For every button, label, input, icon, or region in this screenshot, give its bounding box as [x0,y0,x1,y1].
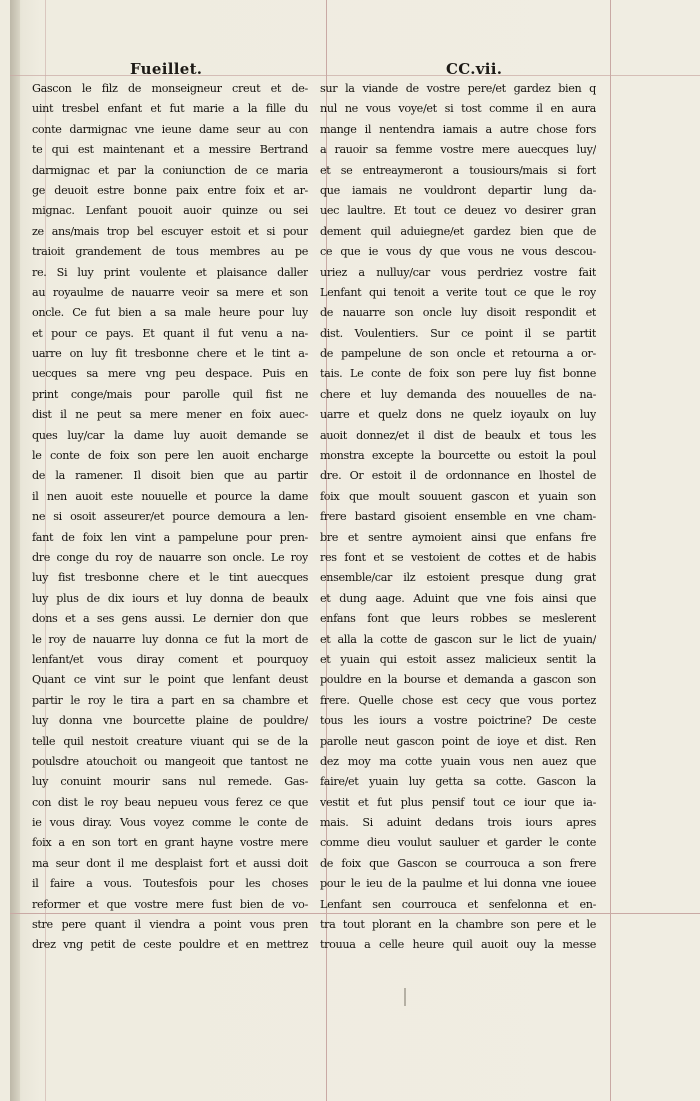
text-line: trouua a celle heure quil auoit ouy la messe [320,938,596,952]
text-line: dist il ne peut sa mere mener en foix auec- [32,408,308,422]
text-line: telle quil nestoit creature viuant qui se de la [32,734,308,748]
text-line: dement quil aduiegne/et gardez bien que de [320,224,596,238]
text-line: enfans font que leurs robbes se meslerent [320,612,596,626]
text-line: ques luy/car la dame luy auoit demande se [32,428,308,442]
text-line: ensemble/car ilz estoient presque dung grat [320,571,596,585]
text-line: de foix que Gascon se courrouca a son frere [320,856,596,870]
text-line: de la ramener. Il disoit bien que au partir [32,469,308,483]
text-line: stre pere quant il viendra a point vous pren [32,918,308,932]
text-line: il faire a vous. Toutesfois pour les choses [32,877,308,891]
text-line: dre. Or estoit il de ordonnance en lhostel de [320,469,596,483]
text-line: ce que ie vous dy que vous ne vous descou- [320,245,596,259]
text-line: auoit donnez/et il dist de beaulx et tous les [320,428,596,442]
text-line: ne si osoit asseurer/et pource demoura a len- [32,510,308,524]
text-line: oncle. Ce fut bien a sa male heure pour luy [32,306,308,320]
text-line: ge deuoit estre bonne paix entre foix et ar- [32,183,308,197]
text-line: dist. Voulentiers. Sur ce point il se partit [320,326,596,340]
text-line: mange il nentendra iamais a autre chose fors [320,122,596,136]
text-line: foix que moult souuent gascon et yuain son [320,489,596,503]
text-line: luy donna vne bourcette plaine de pouldre/ [32,714,308,728]
text-line: vestit et fut plus pensif tout ce iour que ia- [320,795,596,809]
text-line: ie vous diray. Vous voyez comme le conte de [32,816,308,830]
text-line: nul ne vous voye/et si tost comme il en aura [320,102,596,116]
text-line: et yuain qui estoit assez malicieux sentit la [320,652,596,666]
text-line: parolle neut gascon point de ioye et dist. Ren [320,734,596,748]
folio-number: CC.vii. [446,60,503,78]
text-line: tous les iours a vostre poictrine? De ceste [320,714,596,728]
text-line: chere et luy demanda des nouuelles de na- [320,387,596,401]
text-line: drez vng petit de ceste pouldre et en mettrez [32,938,308,952]
margin-rule [610,0,611,1101]
text-line: con dist le roy beau nepueu vous ferez ce que [32,795,308,809]
text-line: uint tresbel enfant et fut marie a la fille du [32,102,308,116]
text-line: dez moy ma cotte yuain vous nen auez que [320,754,596,768]
text-line: lenfant/et vous diray coment et pourquoy [32,652,308,666]
text-line: de pampelune de son oncle et retourna a or- [320,347,596,361]
text-line: darmignac et par la coniunction de ce maria [32,163,308,177]
text-line: Lenfant sen courrouca et senfelonna et en- [320,897,596,911]
text-line: print conge/mais pour parolle quil fist ne [32,387,308,401]
text-line: que iamais ne vouldront departir lung da- [320,183,596,197]
text-line: fant de foix len vint a pampelune pour pren- [32,530,308,544]
text-column-left [32,79,308,956]
text-line: il nen auoit este nouuelle et pource la dame [32,489,308,503]
text-line: te qui est maintenant et a messire Bertrand [32,143,308,157]
text-line: dons et a ses gens aussi. Le dernier don que [32,612,308,626]
text-line: le conte de foix son pere len auoit encharge [32,449,308,463]
text-line: luy plus de dix iours et luy donna de beaulx [32,591,308,605]
text-line: au royaulme de nauarre veoir sa mere et son [32,285,308,299]
text-line: et se entreaymeront a tousiours/mais si fort [320,163,596,177]
text-line: comme dieu voulut sauluer et garder le conte [320,836,596,850]
text-line: faire/et yuain luy getta sa cotte. Gascon la [320,775,596,789]
text-line: le roy de nauarre luy donna ce fut la mort de [32,632,308,646]
text-line: Gascon le filz de monseigneur creut et de- [32,82,308,95]
text-line: et pour ce pays. Et quant il fut venu a na- [32,326,308,340]
text-line: ze ans/mais trop bel escuyer estoit et si pour [32,224,308,238]
page-gutter [10,0,20,1101]
text-line: uecques sa mere vng peu despace. Puis en [32,367,308,381]
text-line: res font et se vestoient de cottes et de habis [320,550,596,564]
text-line: frere. Quelle chose est cecy que vous portez [320,693,596,707]
text-line: foix a en son tort en grant hayne vostre mere [32,836,308,850]
text-line: uec laultre. Et tout ce deuez vo desirer gran [320,204,596,218]
text-line: tais. Le conte de foix son pere luy fist bonne [320,367,596,381]
text-line: uriez a nulluy/car vous perdriez vostre fait [320,265,596,279]
text-line: de nauarre son oncle luy disoit respondit et [320,306,596,320]
text-line: frere bastard gisoient ensemble en vne cham- [320,510,596,524]
text-line: partir le roy le tira a part en sa chambre et [32,693,308,707]
text-line: re. Si luy print voulente et plaisance daller [32,265,308,279]
text-line: tra tout plorant en la chambre son pere et le [320,918,596,932]
text-line: luy fist tresbonne chere et le tint auecques [32,571,308,585]
text-line: pour le ieu de la paulme et lui donna vne iouee [320,877,596,891]
text-line: et alla la cotte de gascon sur le lict de yuain/ [320,632,596,646]
text-line: pouldre en la bourse et demanda a gascon son [320,673,596,687]
text-line: sur la viande de vostre pere/et gardez bien q [320,82,596,95]
text-line: dre conge du roy de nauarre son oncle. Le roy [32,550,308,564]
text-line: poulsdre atouchoit ou mangeoit que tantost ne [32,754,308,768]
text-line: uarre on luy fit tresbonne chere et le tint a- [32,347,308,361]
header-rule [10,75,700,76]
text-line: monstra excepte la bourcette ou estoit la poul [320,449,596,463]
text-line: conte darmignac vne ieune dame seur au con [32,122,308,136]
text-line: mais. Si aduint dedans trois iours apres [320,816,596,830]
text-line: et dung aage. Aduint que vne fois ainsi que [320,591,596,605]
text-line: Lenfant qui tenoit a verite tout ce que le roy [320,285,596,299]
text-line: uarre et quelz dons ne quelz ioyaulx on luy [320,408,596,422]
text-line: a rauoir sa femme vostre mere auecques luy/ [320,143,596,157]
text-line: reformer et que vostre mere fust bien de vo- [32,897,308,911]
text-line: ma seur dont il me desplaist fort et aussi doit [32,856,308,870]
ink-mark [404,988,406,1006]
text-line: luy conuint mourir sans nul remede. Gas- [32,775,308,789]
folio-label: Fueillet. [130,60,203,78]
text-line: bre et sentre aymoient ainsi que enfans fre [320,530,596,544]
text-line: mignac. Lenfant pouoit auoir quinze ou sei [32,204,308,218]
text-line: traioit grandement de tous membres au pe [32,245,308,259]
text-line: Quant ce vint sur le point que lenfant deust [32,673,308,687]
text-column-right [320,79,596,956]
